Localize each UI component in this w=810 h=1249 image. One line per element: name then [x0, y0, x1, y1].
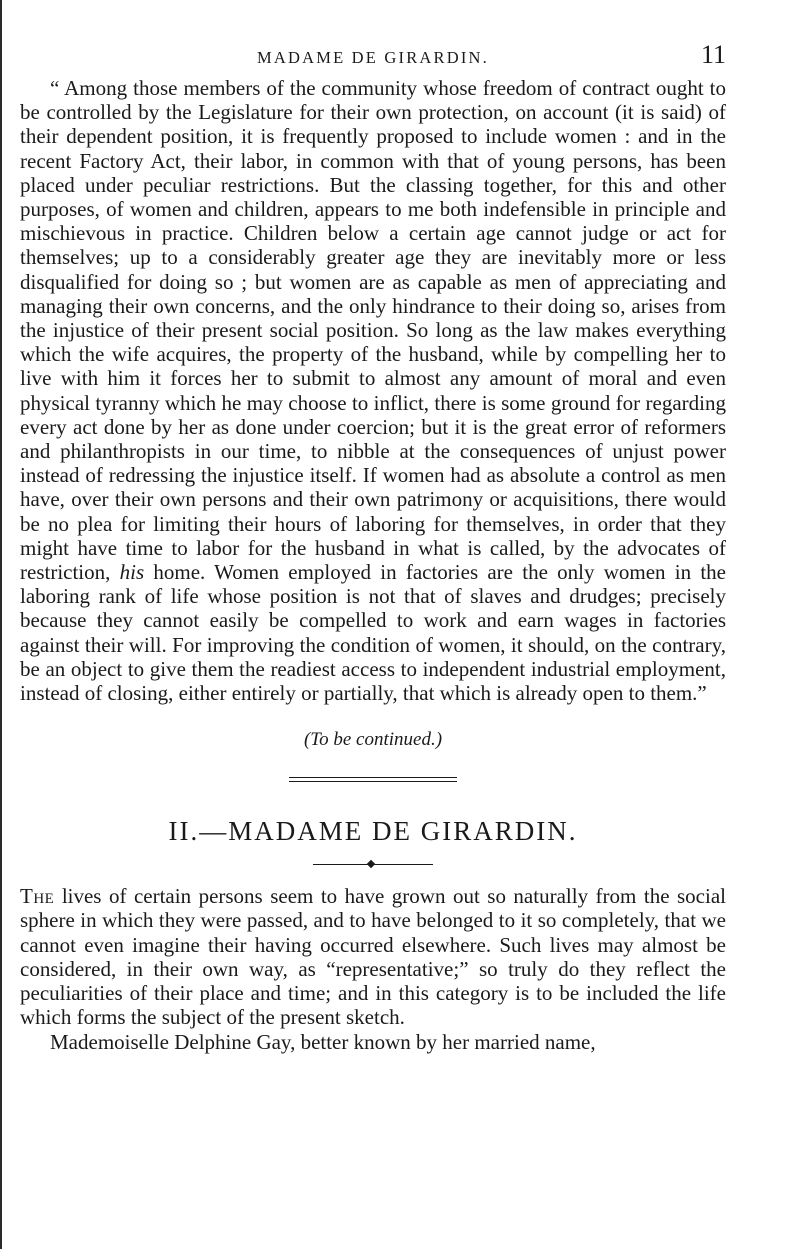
running-title: MADAME DE GIRARDIN. — [256, 48, 489, 67]
ornament-divider — [313, 860, 433, 870]
quote-text-continued: home. Women employed in factories are the only women in the laboring rank of life whose position is not that of slaves and drudges; precisely because they cannot easily be compelled to work and earn wages in factories against their will. For improving the condition of women, it should, on the contrary, be an object to give them the readiest access to independent industrial employment, instead of closing, either entirely or partially, that which is already open to them.” — [20, 560, 726, 706]
to-be-continued-note: (To be continued.) — [303, 729, 443, 751]
quoted-paragraph — [20, 76, 726, 705]
running-head — [20, 40, 726, 76]
lead-word: The — [20, 884, 55, 909]
section-title: II.—MADAME DE GIRARDIN. — [168, 816, 578, 847]
section-paragraph-1 — [20, 884, 726, 1029]
paragraph-1-text: lives of certain persons seem to have grown out so naturally from the social sphere in which they were passed, and to have belonged to it so completely, that we cannot even imagine their having occurred elsewhere. Such lives may almost be considered, in their own way, as “representative;” so truly do they reflect the peculiarities of their place and time; and in this category is to be included the life which forms the subject of the present sketch. — [20, 884, 726, 1030]
page-left-edge — [0, 0, 2, 1249]
quote-text: “ Among those members of the community whose freedom of contract ought to be controlled by the Legislature for their own protection, on account (it is said) of their dependent position, it is frequently proposed to include women : and in the recent Factory Act, their labor, in common with that of young persons, has been placed under peculiar restrictions. But the classing together, for this and other purposes, of women and children, appears to me both indefensible in principle and mischievous in practice. Children below a certain age cannot judge or act for themselves; up to a considerably greater age they are inevitably more or less disqualified for doing so ; but women are as capable as men of appreciating and managing their own concerns, and the only hindrance to their doing so, arises from the injustice of their present social position. So long as the law makes everything which the wife acquires, the property of the husband, while by compelling her to live with him it forces her to submit to almost any amount of moral and even physical tyranny which he may choose to inflict, there is some ground for regarding every act done by her as done under coercion; but it is the great error of reformers and philanthropists in our time, to nibble at the consequences of unjust power instead of redressing the injustice itself. If women had as absolute a control as men have, over their own persons and their own patrimony or acquisitions, there would be no plea for limiting their hours of laboring for themselves, in order that they might have time to labor for the husband in what is called, by the advocates of restriction, — [20, 76, 726, 585]
emphasis-word: his — [119, 560, 145, 585]
section-paragraph-2: Mademoiselle Delphine Gay, better known by her married name, — [50, 1029, 596, 1054]
diamond-ornament-icon — [367, 860, 375, 868]
section-body — [20, 884, 726, 1053]
double-rule-divider — [289, 777, 457, 782]
book-page — [20, 40, 726, 1054]
page-number: 11 — [700, 40, 726, 69]
